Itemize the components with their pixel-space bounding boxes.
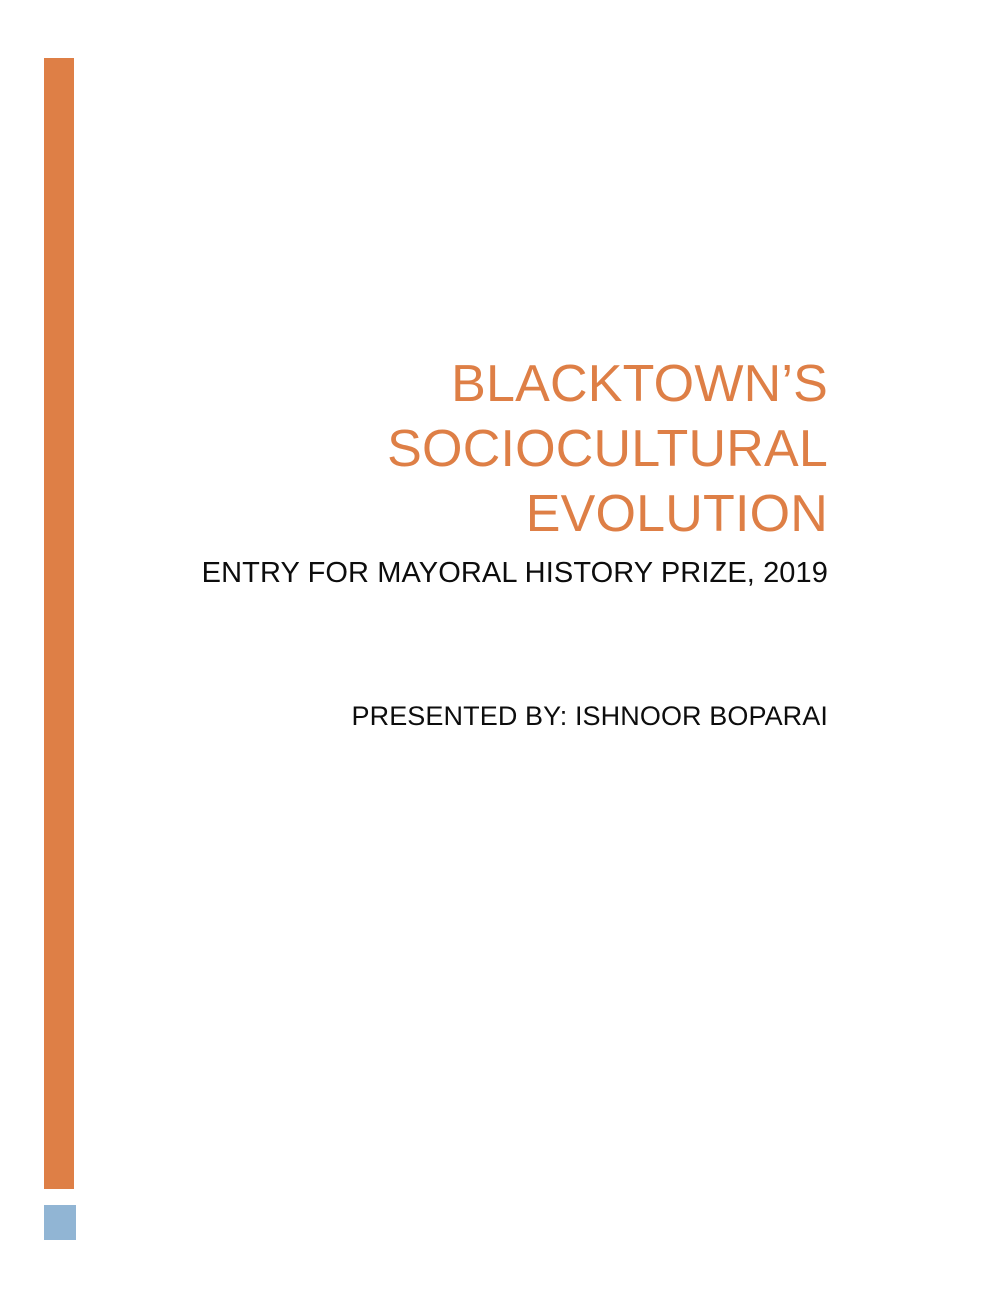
title-line-3: EVOLUTION — [525, 485, 828, 543]
presenter-block — [150, 700, 828, 732]
page-title — [150, 352, 828, 547]
presented-by-text: PRESENTED BY: ISHNOOR BOPARAI — [351, 701, 828, 731]
orange-vertical-bar-decoration — [44, 58, 74, 1189]
title-block — [150, 352, 828, 590]
blue-accent-square-decoration — [44, 1205, 76, 1240]
page-subtitle: ENTRY FOR MAYORAL HISTORY PRIZE, 2019 — [201, 557, 828, 589]
title-line-1: BLACKTOWN’S — [451, 355, 828, 413]
title-line-2: SOCIOCULTURAL — [387, 420, 828, 478]
